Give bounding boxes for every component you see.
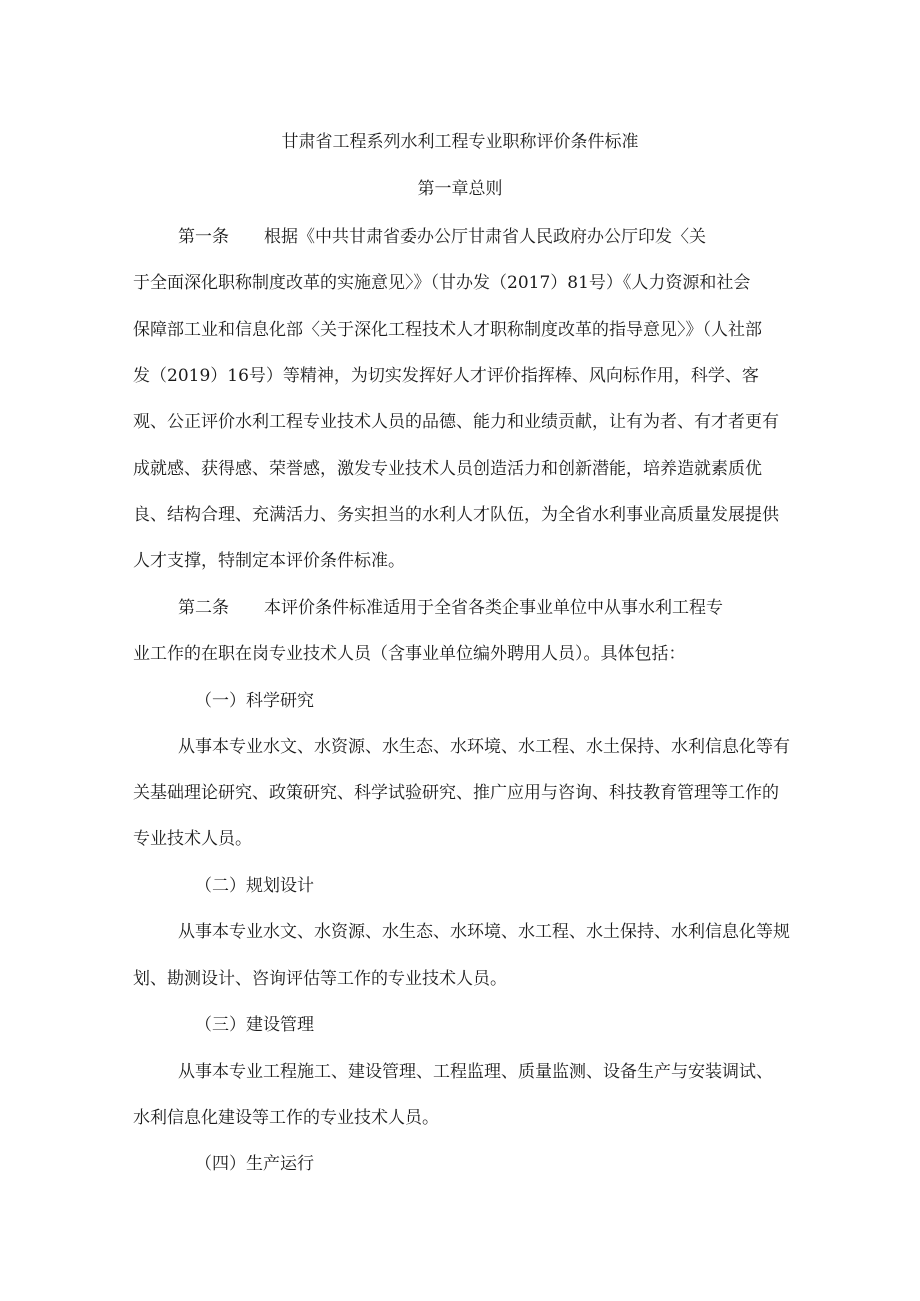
article-1-text-line: 于全面深化职称制度改革的实施意见〉》（甘办发（2017）81号）《人力资源和社会 — [133, 273, 751, 293]
article-2-text-line: 本评价条件标准适用于全省各类企事业单位中从事水利工程专 — [264, 598, 723, 618]
article-1-text-line: 成就感、获得感、荣誉感，激发专业技术人员创造活力和创新潜能，培养造就素质优 — [133, 459, 762, 479]
section-text-line: 专业技术人员。 — [133, 829, 252, 849]
section-heading: （二）规划设计 — [195, 876, 314, 896]
section-heading: （三）建设管理 — [195, 1015, 314, 1035]
article-1-text-line: 保障部工业和信息化部〈关于深化工程技术人才职称制度改革的指导意见〉》（人社部 — [133, 320, 762, 340]
article-1-first-line — [178, 226, 706, 248]
section-text-line: 从事本专业工程施工、建设管理、工程监理、质量监测、设备生产与安装调试、 — [178, 1062, 773, 1082]
section-text-line: 水利信息化建设等工作的专业技术人员。 — [133, 1108, 439, 1128]
article-2-first-line — [178, 597, 723, 619]
article-2-text-line: 业工作的在职在岗专业技术人员（含事业单位编外聘用人员）。具体包括： — [133, 644, 686, 664]
section-text-line: 关基础理论研究、政策研究、科学试验研究、推广应用与咨询、科技教育管理等工作的 — [133, 783, 779, 803]
article-1-text-line: 发（2019）16号）等精神，为切实发挥好人才评价指挥棒、风向标作用，科学、客 — [133, 366, 759, 386]
document-title: 甘肃省工程系列水利工程专业职称评价条件标准 — [281, 132, 639, 152]
article-1-text-line: 根据《中共甘肃省委办公厅甘肃省人民政府办公厅印发〈关 — [264, 227, 706, 247]
article-1-text-line: 观、公正评价水利工程专业技术人员的品德、能力和业绩贡献，让有为者、有才者更有 — [133, 412, 779, 432]
section-text-line: 划、勘测设计、咨询评估等工作的专业技术人员。 — [133, 969, 507, 989]
article-1-text-line: 人才支撑，特制定本评价条件标准。 — [133, 551, 405, 571]
article-1-number: 第一条 — [178, 227, 229, 247]
section-heading: （一）科学研究 — [195, 691, 314, 711]
article-2-number: 第二条 — [178, 598, 229, 618]
section-text-line: 从事本专业水文、水资源、水生态、水环境、水工程、水土保持、水利信息化等有 — [178, 737, 790, 757]
section-heading: （四）生产运行 — [195, 1154, 314, 1174]
chapter-heading: 第一章总则 — [417, 179, 503, 199]
section-text-line: 从事本专业水文、水资源、水生态、水环境、水工程、水土保持、水利信息化等规 — [178, 922, 790, 942]
article-1-text-line: 良、结构合理、充满活力、务实担当的水利人才队伍，为全省水利事业高质量发展提供 — [133, 505, 779, 525]
